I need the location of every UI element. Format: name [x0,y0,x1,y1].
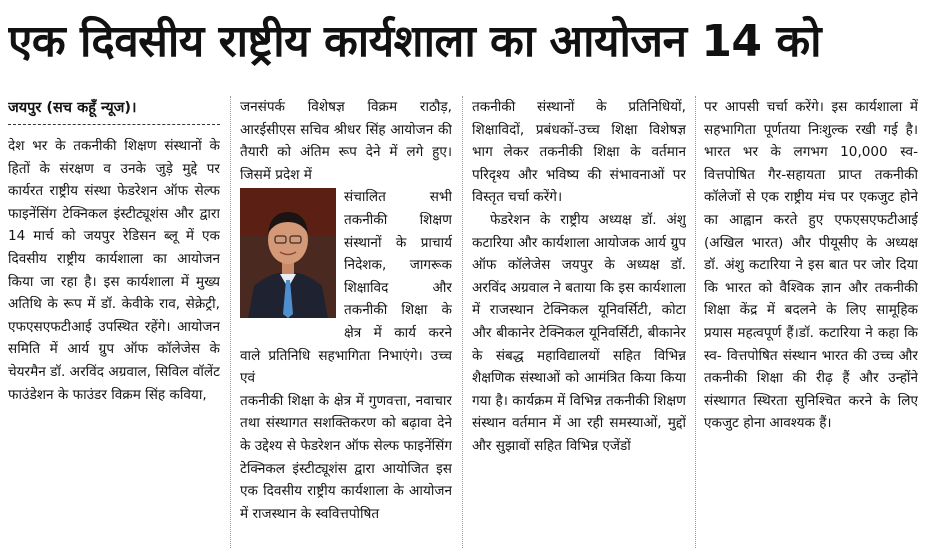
portrait-illustration [240,188,336,318]
person-photo [240,188,336,318]
article-paragraph: तकनीकी शिक्षा के क्षेत्र में गुणवत्ता, नवाचार तथा संस्थागत सशक्तिकरण को बढ़ावा देने के उद्देश्य से फेडरेशन ऑफ सेल्फ फाइनेंसिंग टेक्निकल इंस्टीट्यूशंस द्वारा आयोजित इस एक दिवसीय राष्ट्रीय कार्यशाला के आयोजन में राजस्थान के स्ववित्तपोषित [240,392,452,522]
article-paragraph: पर आपसी चर्चा करेंगे। इस कार्यशाला में सहभागिता पूर्णतया निःशुल्क रखी गई है। भारत भर के लगभग 10,000 स्व- वित्तपोषित गैर-सहायता प्राप्त तकनीकी कॉलेजों से एक राष्ट्रीय मंच पर एकजुट होने का आह्वान करते हुए एफएसएफटीआई (अखिल भारत) और पीयूसीए के अध्यक्ष डॉ. अंशु कटारिया ने इस बात पर जोर दिया कि भारत को वैश्विक ज्ञान और तकनीकी शिक्षा केंद्र में बदलने के लिए सामूहिक प्रयास महत्वपूर्ण हैं।डॉ. कटारिया ने कहा कि स्व- वित्तपोषित संस्थान भारत की उच्च और तकनीकी शिक्षा की रीढ़ हैं और उन्होंने संस्थागत स्थिरता सुनिश्चित करने के लिए एकजुट होना आवश्यक हैं। [704,99,918,432]
article-paragraph: फेडरेशन के राष्ट्रीय अध्यक्ष डॉ. अंशु कटारिया और कार्यशाला आयोजक आर्य ग्रुप ऑफ कॉलेजेस जयपुर के अध्यक्ष डॉ. अरविंद अग्रवाल ने बताया कि इस कार्यशाला में राजस्थान टेक्निकल यूनिवर्सिटी, कोटा और बीकानेर टेक्निकल यूनिवर्सिटी, बीकानेर के संबद्ध महाविद्यालयों सहित विभिन्न शैक्षणिक संस्थाओं को आमंत्रित किया किया गया है। कार्यक्रम में विभिन्न तकनीकी शिक्षण संस्थान वर्तमान में आ रही समस्याओं, मुद्दों और सुझावों सहित विभिन्न एजेंडों [472,211,686,454]
article-column-1 [8,96,220,548]
article-paragraph: तकनीकी संस्थानों के प्रतिनिधियों, शिक्षाविदों, प्रबंधकों-उच्च शिक्षा विशेषज्ञ भाग लेकर तकनीकी शिक्षा के वर्तमान परिदृश्य और भविष्य की संभावनाओं पर विस्तृत चर्चा करेंगे। [472,99,686,206]
column-divider [695,96,696,548]
dateline: जयपुर (सच कहूँ न्यूज)। [8,96,220,125]
column-divider [230,96,231,548]
article-column-3 [472,96,686,548]
article-paragraph: संचालित सभी तकनीकी शिक्षण संस्थानों के प्राचार्य निदेशक, जागरूक शिक्षाविद और तकनीकी शिक्षा के क्षेत्र में कार्य करने वाले प्रतिनिधि सहभागिता निभाएंगे। उच्च एवं [240,189,452,387]
column-divider [462,96,463,548]
article-paragraph: देश भर के तकनीकी शिक्षण संस्थानों के हितों के संरक्षण व उनके जुड़े मुद्दे पर कार्यरत राष्ट्रीय संस्था फेडरेशन ऑफ सेल्फ फाइनेंसिंग टेक्निकल इंस्टीट्यूशंस और द्वारा 14 मार्च को जयपुर रेडिसन ब्लू में एक दिवसीय राष्ट्रीय कार्यशाला का आयोजन किया जा रहा है। इस कार्यशाला में मुख्य अतिथि के रूप में डॉ. केवीके राव, सेक्रेट्री, एफएसएफटीआई उपस्थित रहेंगे। आयोजन समिति में आर्य ग्रुप ऑफ कॉलेजेस के चेयरमैन डॉ. अरविंद अग्रवाल, सिविल वॉलेंट फाउंडेशन के फाउंडर विक्रम सिंह कविया, [8,138,220,403]
article-column-4 [704,96,918,548]
article-paragraph: जनसंपर्क विशेषज्ञ विक्रम राठौड़, आरईसीएस सचिव श्रीधर सिंह आयोजन की तैयारी को अंतिम रूप देने में लगे हुए। जिसमें प्रदेश में [240,99,452,183]
headline: एक दिवसीय राष्ट्रीय कार्यशाला का आयोजन 14 को [8,16,822,67]
article-column-2 [240,96,452,548]
